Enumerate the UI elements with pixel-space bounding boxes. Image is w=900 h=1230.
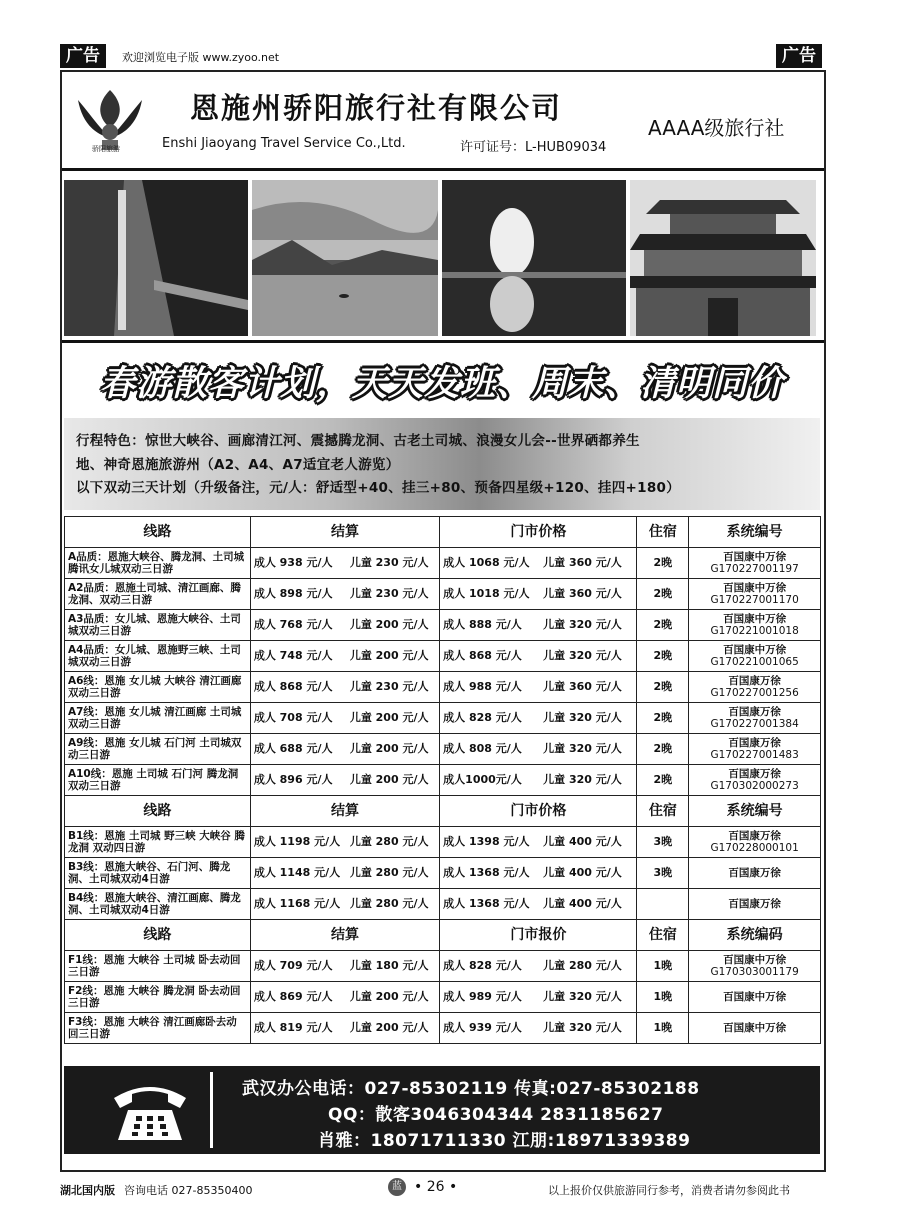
retail-adult: 成人 989 元/人 [443,990,522,1003]
table-row [65,641,821,672]
column-header: 结算 [250,920,439,951]
settle-adult: 成人 938 元/人 [253,556,333,569]
retail-child: 儿童 320 元/人 [543,618,622,631]
settle-child: 儿童 200 元/人 [349,773,429,786]
settle-child: 儿童 280 元/人 [349,897,429,910]
spring-tour-banner: 春游散客计划，天天发班、周末、清明同价 [99,363,784,404]
route-name: A7线：恩施 女儿城 清江画廊 土司城双动三日游 [65,703,251,734]
settle-adult: 成人 748 元/人 [253,649,333,662]
settle-price [250,672,439,703]
column-header: 线路 [65,796,251,827]
header-divider [62,168,824,171]
system-code [689,1013,821,1044]
retail-child: 儿童 400 元/人 [543,866,622,879]
code-line-2: G170227001170 [710,594,799,606]
settle-price [250,827,439,858]
qq-numbers: QQ：散客3046304344 2831185627 [328,1105,664,1125]
stay-nights: 1晚 [637,1013,689,1044]
settle-price [250,610,439,641]
code-line-1: 百国康万徐 [728,867,781,879]
column-header: 结算 [250,517,439,548]
footer-phone: 咨询电话 027-85350400 [124,1184,253,1197]
logo-text: 骄阳旅游 [92,145,120,153]
column-header: 住宿 [637,517,689,548]
code-line-1: 百国康万徐 [728,675,781,687]
column-header: 线路 [65,517,251,548]
footer-badge: 蓝 [388,1178,406,1196]
retail-adult: 成人 868 元/人 [443,649,522,662]
retail-adult: 成人 1368 元/人 [443,897,530,910]
route-name: A品质：恩施大峡谷、腾龙洞、土司城腾讯女儿城双动三日游 [65,548,251,579]
settle-price [250,641,439,672]
table-header-row [65,920,821,951]
system-code [689,889,821,920]
retail-child: 儿童 360 元/人 [543,556,622,569]
stay-nights: 2晚 [637,672,689,703]
stay-nights: 2晚 [637,610,689,641]
table-row [65,548,821,579]
retail-price [440,858,637,889]
retail-adult: 成人 828 元/人 [443,959,522,972]
settle-child: 儿童 230 元/人 [349,680,429,693]
license-number: 许可证号：L-HUB09034 [460,140,607,155]
stay-nights: 2晚 [637,548,689,579]
code-line-2: G170227001197 [710,563,799,575]
code-line-1: 百国康中万徐 [723,613,787,625]
retail-adult: 成人 888 元/人 [443,618,522,631]
settle-adult: 成人 869 元/人 [253,990,333,1003]
settle-child: 儿童 200 元/人 [349,649,429,662]
stay-nights [637,889,689,920]
column-header: 门市价格 [440,517,637,548]
retail-child: 儿童 280 元/人 [543,959,622,972]
route-name: F3线：恩施 大峡谷 清江画廊卧去动回三日游 [65,1013,251,1044]
settle-child: 儿童 280 元/人 [349,835,429,848]
retail-price [440,951,637,982]
system-code [689,765,821,796]
system-code [689,641,821,672]
column-header: 门市价格 [440,796,637,827]
footer-edition: 湖北国内版 [60,1184,115,1197]
settle-adult: 成人 709 元/人 [253,959,333,972]
settle-price [250,734,439,765]
retail-price [440,982,637,1013]
code-line-1: 百国康中万徐 [723,954,787,966]
code-line-1: 百国康中万徐 [723,991,787,1003]
table-row [65,765,821,796]
retail-child: 儿童 400 元/人 [543,835,622,848]
settle-price [250,765,439,796]
route-name: F1线：恩施 大峡谷 土司城 卧去动回三日游 [65,951,251,982]
retail-price [440,889,637,920]
settle-child: 儿童 280 元/人 [349,866,429,879]
intro-panel [64,418,820,510]
retail-adult: 成人 988 元/人 [443,680,522,693]
system-code [689,548,821,579]
route-name: A4品质：女儿城、恩施野三峡、土司城双动三日游 [65,641,251,672]
retail-child: 儿童 320 元/人 [543,990,622,1003]
settle-price [250,951,439,982]
retail-child: 儿童 320 元/人 [543,649,622,662]
system-code [689,858,821,889]
route-name: A2品质：恩施土司城、清江画廊、腾龙洞、双动三日游 [65,579,251,610]
stay-nights: 2晚 [637,703,689,734]
route-name: A6线：恩施 女儿城 大峡谷 清江画廊双动三日游 [65,672,251,703]
contact-panel [64,1066,820,1154]
retail-price [440,641,637,672]
contact-persons: 肖雅：18071711330 江朋:18971339389 [318,1131,691,1151]
company-name-cn: 恩施州骄阳旅行社有限公司 [190,91,563,125]
column-header: 住宿 [637,920,689,951]
code-line-2: G170302000273 [710,780,799,792]
system-code [689,734,821,765]
code-line-2: G170227001384 [710,718,799,730]
retail-adult: 成人1000元/人 [443,773,522,786]
intro-line-3: 以下双动三天计划（升级备注，元/人：舒适型+40、挂三+80、预备四星级+120、挂四+180） [76,480,681,496]
code-line-1: 百国康万徐 [728,706,781,718]
settle-adult: 成人 708 元/人 [253,711,333,724]
retail-child: 儿童 320 元/人 [543,742,622,755]
retail-price [440,734,637,765]
code-line-1: 百国康中万徐 [723,582,787,594]
retail-child: 儿童 400 元/人 [543,897,622,910]
stay-nights: 3晚 [637,827,689,858]
column-header: 线路 [65,920,251,951]
settle-adult: 成人 896 元/人 [253,773,333,786]
settle-adult: 成人 868 元/人 [253,680,333,693]
table-row [65,889,821,920]
code-line-1: 百国康万徐 [728,830,781,842]
system-code [689,982,821,1013]
route-name: A9线：恩施 女儿城 石门河 土司城双动三日游 [65,734,251,765]
pavilion-tower-photo [630,180,816,336]
table-header-row [65,796,821,827]
welcome-text: 欢迎浏览电子版 www.zyoo.net [122,51,280,64]
table-row [65,579,821,610]
price-table [64,516,821,1044]
company-logo [68,82,152,158]
column-header: 系统编号 [689,796,821,827]
table-row [65,672,821,703]
stay-nights: 3晚 [637,858,689,889]
settle-price [250,982,439,1013]
office-phone-fax: 武汉办公电话：027-85302119 传真:027-85302188 [242,1079,700,1099]
telephone-icon [110,1080,190,1144]
column-header: 系统编码 [689,920,821,951]
page-number: • 26 • [414,1179,458,1195]
code-line-1: 百国康中万徐 [723,551,787,563]
retail-adult: 成人 808 元/人 [443,742,522,755]
code-line-1: 百国康万徐 [728,898,781,910]
stay-nights: 1晚 [637,951,689,982]
footer-disclaimer: 以上报价仅供旅游同行参考，消费者请勿参阅此书 [548,1184,790,1197]
route-name: B3线：恩施大峡谷、石门河、腾龙洞、土司城双动4日游 [65,858,251,889]
route-name: A3品质：女儿城、恩施大峡谷、土司城双动三日游 [65,610,251,641]
settle-price [250,703,439,734]
route-name: F2线：恩施 大峡谷 腾龙洞 卧去动回三日游 [65,982,251,1013]
system-code [689,610,821,641]
column-header: 门市报价 [440,920,637,951]
code-line-2: G170221001065 [710,656,799,668]
stay-nights: 2晚 [637,765,689,796]
retail-price [440,579,637,610]
code-line-1: 百国康万徐 [728,768,781,780]
settle-price [250,889,439,920]
settle-child: 儿童 200 元/人 [349,1021,429,1034]
ad-label-left: 广告 [60,44,106,68]
retail-price [440,672,637,703]
retail-child: 儿童 320 元/人 [543,711,622,724]
table-row [65,703,821,734]
code-line-1: 百国康中万徐 [723,1022,787,1034]
retail-price [440,827,637,858]
table-row [65,858,821,889]
settle-child: 儿童 200 元/人 [349,618,429,631]
column-header: 住宿 [637,796,689,827]
stay-nights: 1晚 [637,982,689,1013]
retail-price [440,548,637,579]
contact-divider [210,1072,213,1148]
settle-child: 儿童 230 元/人 [349,556,429,569]
table-header-row [65,517,821,548]
retail-price [440,610,637,641]
code-line-1: 百国康中万徐 [723,644,787,656]
settle-child: 儿童 230 元/人 [349,587,429,600]
company-name-en: Enshi Jiaoyang Travel Service Co.,Ltd. [162,136,406,151]
stay-nights: 2晚 [637,579,689,610]
code-line-2: G170221001018 [710,625,799,637]
retail-child: 儿童 320 元/人 [543,773,622,786]
settle-adult: 成人 1148 元/人 [253,866,341,879]
table-row [65,734,821,765]
column-header: 系统编号 [689,517,821,548]
code-line-2: G170227001483 [710,749,799,761]
table-row [65,982,821,1013]
system-code [689,827,821,858]
retail-adult: 成人 828 元/人 [443,711,522,724]
settle-child: 儿童 200 元/人 [349,990,429,1003]
ad-frame [60,70,826,1172]
river-lake-photo [252,180,438,336]
table-row [65,951,821,982]
table-row [65,1013,821,1044]
settle-adult: 成人 688 元/人 [253,742,333,755]
retail-child: 儿童 320 元/人 [543,1021,622,1034]
settle-price [250,548,439,579]
code-line-2: G170227001256 [710,687,799,699]
retail-child: 儿童 360 元/人 [543,680,622,693]
settle-price [250,858,439,889]
column-header: 结算 [250,796,439,827]
photo-divider [62,340,824,343]
code-line-2: G170228000101 [710,842,799,854]
retail-adult: 成人 939 元/人 [443,1021,522,1034]
route-name: B4线：恩施大峡谷、清江画廊、腾龙洞、土司城双动4日游 [65,889,251,920]
settle-child: 儿童 180 元/人 [349,959,429,972]
intro-line-2: 地、神奇恩施旅游州（A2、A4、A7适宜老人游览） [76,457,400,473]
table-row [65,610,821,641]
route-name: B1线：恩施 土司城 野三峡 大峡谷 腾龙洞 双动四日游 [65,827,251,858]
retail-price [440,703,637,734]
settle-child: 儿童 200 元/人 [349,711,429,724]
retail-adult: 成人 1018 元/人 [443,587,530,600]
code-line-1: 百国康万徐 [728,737,781,749]
settle-adult: 成人 1198 元/人 [253,835,341,848]
stay-nights: 2晚 [637,641,689,672]
retail-adult: 成人 1398 元/人 [443,835,530,848]
code-line-2: G170303001179 [710,966,799,978]
table-row [65,827,821,858]
retail-adult: 成人 1068 元/人 [443,556,530,569]
intro-line-1: 行程特色：惊世大峡谷、画廊清江河、震撼腾龙洞、古老土司城、浪漫女儿会--世界硒都养生 [76,433,640,449]
settle-price [250,1013,439,1044]
route-name: A10线：恩施 土司城 石门河 腾龙洞双动三日游 [65,765,251,796]
retail-child: 儿童 360 元/人 [543,587,622,600]
system-code [689,672,821,703]
stay-nights: 2晚 [637,734,689,765]
settle-child: 儿童 200 元/人 [349,742,429,755]
retail-adult: 成人 1368 元/人 [443,866,530,879]
settle-adult: 成人 768 元/人 [253,618,333,631]
settle-adult: 成人 898 元/人 [253,587,333,600]
settle-adult: 成人 819 元/人 [253,1021,333,1034]
settle-adult: 成人 1168 元/人 [253,897,341,910]
canyon-waterfall-photo [64,180,248,336]
agency-rating: AAAA级旅行社 [648,116,785,140]
settle-price [250,579,439,610]
system-code [689,579,821,610]
cave-reflection-photo [442,180,626,336]
system-code [689,951,821,982]
retail-price [440,1013,637,1044]
system-code [689,703,821,734]
retail-price [440,765,637,796]
ad-label-right: 广告 [776,44,822,68]
